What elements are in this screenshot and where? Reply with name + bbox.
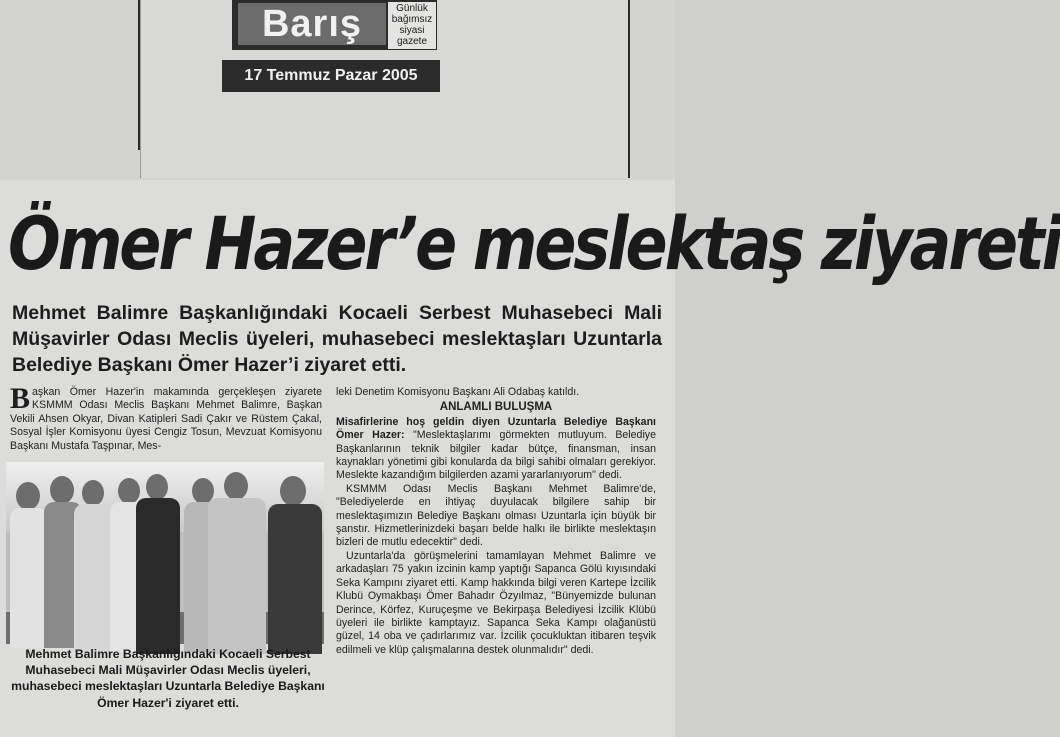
column-rule-right (628, 0, 630, 178)
quote-speaker: Misafirlerine hoş geldin diyen Uzuntarla Belediye Başkanı Ömer Hazer: (336, 415, 656, 442)
article-subhead: Mehmet Balimre Başkanlığındaki Kocaeli Serbest Muhasebeci Mali Müşavirler Odası Meclis üyeleri, muhasebeci meslektaşları Uzuntarla Belediye Başkanı Ömer Hazer’i ziyaret etti. (12, 302, 662, 376)
left-paragraph: aşkan Ömer Hazer'in makamında gerçekleşen ziyarete KSMMM Odası Meclis Başkanı Mehmet Balimre, Başkan Vekili Ahsen Okyar, Divan Katipleri Sadi Çakır ve Rüstem Çakal, Sosyal İşler Komisyonu üyesi Cengiz Tosun, Mevzuat Komisyonu Başkanı Mustafa Taşpınar, Mes- (10, 386, 322, 452)
issue-date: 17 Temmuz Pazar 2005 (222, 60, 440, 92)
quote-paragraph-1: Misafirlerine hoş geldin diyen Uzuntarla Belediye Başkanı Ömer Hazer: "Meslektaşlarımı görmekten mutluyum. Belediye Başkanlarının teknik bilgiler kadar bütçe, finansman, insan kaynakları yönetimi gibi konularda da bilgi sahibi olmaları gerekiyor. Meslekte kazandığım bilgilerden azami yararlanıyorum" dedi. (336, 415, 656, 482)
masthead-tagline: Günlük bağımsız siyasi gazete (388, 2, 436, 49)
newspaper-logo: Barış (238, 3, 386, 45)
photo-caption: Mehmet Balimre Başkanlığındaki Kocaeli Serbest Muhasebeci Mali Müşavirler Odası Meclis üyeleri, muhasebeci meslektaşları Uzuntarla Belediye Başkanı Ömer Hazer'i ziyaret etti. (11, 647, 325, 710)
right-intro: leki Denetim Komisyonu Başkanı Ali Odabaş katıldı. (336, 386, 580, 398)
article-column-right (336, 386, 656, 726)
section-heading: ANLAMLI BULUŞMA (439, 401, 553, 414)
article-headline: Ömer Hazer’e meslektaş ziyareti (8, 200, 1060, 287)
article-photo (6, 462, 324, 644)
masthead (232, 0, 437, 50)
article-column-left (10, 382, 322, 466)
camp-paragraph: Uzuntarla'da görüşmelerini tamamlayan Mehmet Balimre ve arkadaşları 75 yakın izcinin kamp yaptığı Sapanca Gölü kıyısındaki Seka Kampını ziyaret etti. Kamp hakkında bilgi veren Kartepe İzcilik Klubü Oymakbaşı Ömer Bahadır Özyılmaz, "Bünyemizde bulunan Derince, Körfez, Kuruçeşme ve Bekirpaşa Belediyesi İzcilik Klübü üyeleri ile birlikte kamptayız. Sapanca Seka Kampı olağanüstü güzel, 14 oba ve çadırlarımız var. İzcilik çocukluktan itibaren teşvik edilmeli ve klüp çalışmalarına destek olunmalıdır" dedi. (336, 549, 656, 656)
quote-paragraph-2: KSMMM Odası Meclis Başkanı Mehmet Balimre'de, "Belediyelerde en ihtiyaç duyulacak bilgilere sahip bir meslektaşımızın Belediye Başkanı olması Uzuntarla için büyük bir şanstır. Hizmetlerinizdeki başarı belde halkı ile birlikte meslektaşın bizleri de mutlu edecektir" dedi. (336, 482, 656, 549)
column-rule-left (138, 0, 140, 150)
drop-cap: B (10, 382, 31, 415)
